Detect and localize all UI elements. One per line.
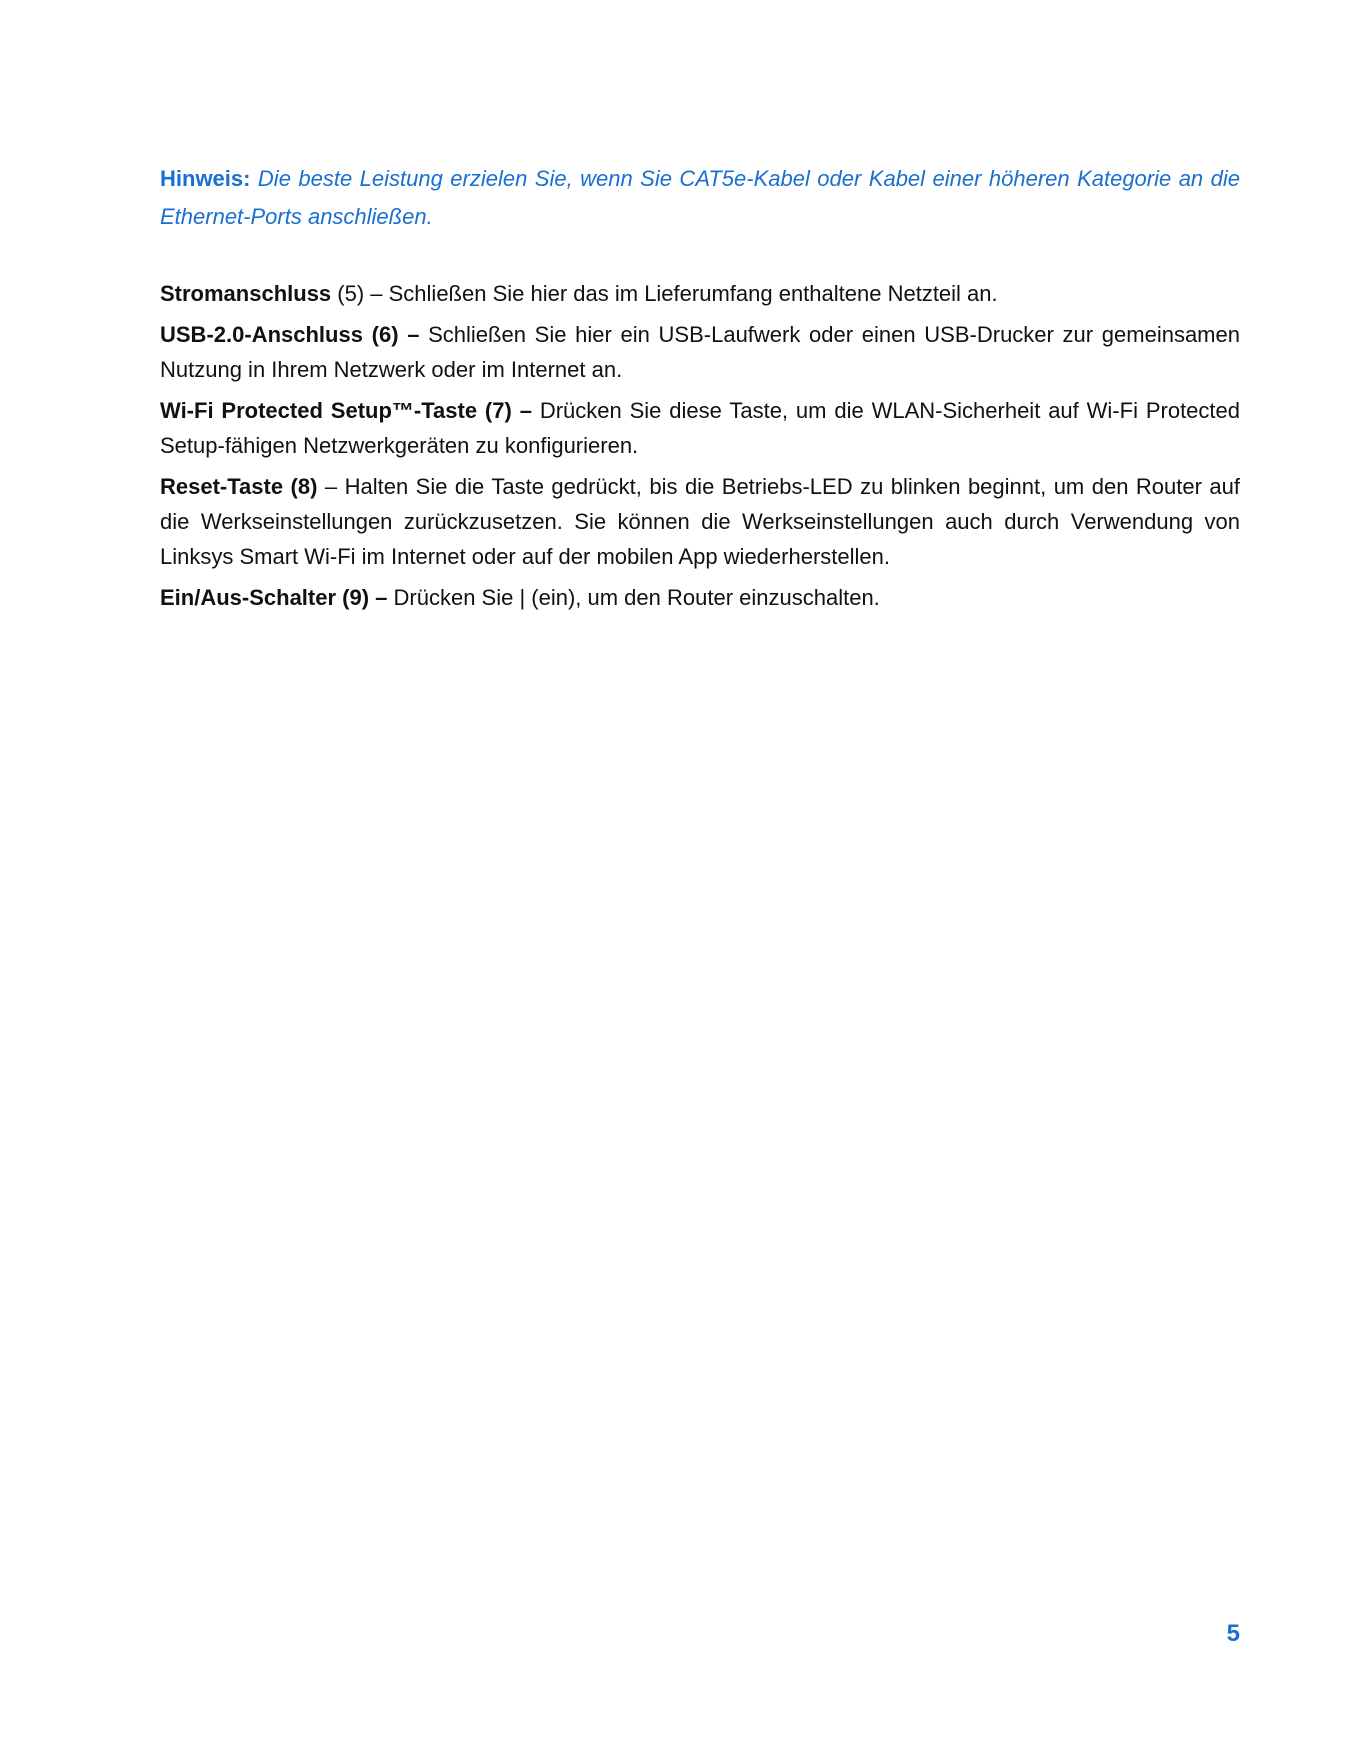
entry-power-port (160, 276, 1240, 311)
entry-description: – Halten Sie die Taste gedrückt, bis die Betriebs-LED zu blinken beginnt, um den Router auf die Werkseinstellungen zurückzusetzen. Sie können die Werkseinstellungen auch durch Verwendung von Linksys Smart Wi-Fi im Internet oder auf der mobilen App wiederherstellen. (160, 474, 1240, 569)
entry-description: (5) – Schließen Sie hier das im Lieferumfang enthaltene Netzteil an. (331, 281, 998, 306)
note-text: Die beste Leistung erzielen Sie, wenn Sie CAT5e-Kabel oder Kabel einer höheren Kategorie an die Ethernet-Ports anschließen. (160, 166, 1240, 229)
entry-description: Drücken Sie diese Taste, um die WLAN-Sicherheit auf Wi-Fi Protected Setup-fähigen Netzwerkgeräten zu konfigurieren. (160, 398, 1240, 458)
entry-description: Schließen Sie hier ein USB-Laufwerk oder einen USB-Drucker zur gemeinsamen Nutzung in Ihrem Netzwerk oder im Internet an. (160, 322, 1240, 382)
entry-description: Drücken Sie | (ein), um den Router einzuschalten. (387, 585, 880, 610)
page-number: 5 (1226, 1620, 1240, 1647)
entry-term: Ein/Aus-Schalter (9) – (160, 585, 388, 610)
note-label: Hinweis: (160, 166, 251, 191)
entry-usb-port (160, 317, 1240, 387)
entry-power-switch (160, 580, 1240, 615)
note-paragraph (160, 160, 1240, 236)
entry-term: USB-2.0-Anschluss (6) – (160, 322, 420, 347)
entry-term: Wi-Fi Protected Setup™-Taste (7) – (160, 398, 532, 423)
entry-reset-button (160, 469, 1240, 574)
entry-term: Reset-Taste (8) (160, 474, 318, 499)
entry-wps-button (160, 393, 1240, 463)
document-page (160, 160, 1240, 621)
entry-term: Stromanschluss (160, 281, 332, 306)
